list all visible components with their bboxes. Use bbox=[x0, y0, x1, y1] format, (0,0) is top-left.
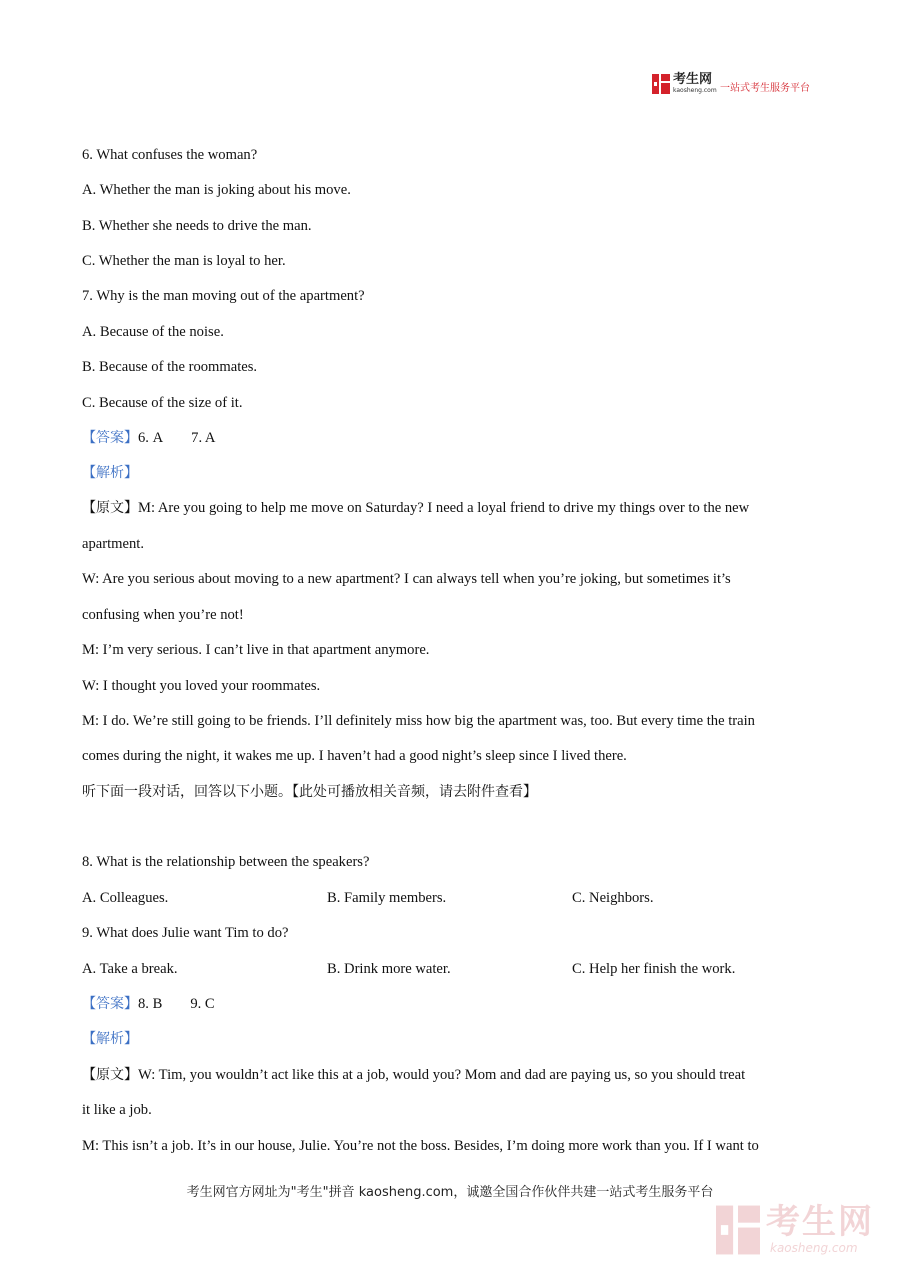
answer-line-1 bbox=[82, 429, 215, 447]
listening-instruction: 听下面一段对话，回答以下小题。【此处可播放相关音频，请去附件查看】 bbox=[82, 784, 537, 800]
transcript-2-line-3: M: This isn’t a job. It’s in our house, Julie. You’re not the boss. Besides, I’m doing more work than you. If I want to bbox=[82, 1138, 759, 1154]
transcript-1-line-4: confusing when you’re not! bbox=[82, 607, 244, 623]
answer-line-2 bbox=[82, 995, 215, 1013]
q8-option-a: A. Colleagues. bbox=[82, 890, 169, 906]
question-8: 8. What is the relationship between the speakers? bbox=[82, 854, 370, 870]
answer-7: 7. A bbox=[191, 430, 216, 446]
q7-option-c: C. Because of the size of it. bbox=[82, 395, 243, 411]
transcript-1-line-7: M: I do. We’re still going to be friends. I’ll definitely miss how big the apartment was, too. But every time the train bbox=[82, 713, 755, 729]
q9-option-c: C. Help her finish the work. bbox=[572, 961, 736, 977]
kaosheng-logo-icon bbox=[652, 74, 670, 94]
logo-tagline: 一站式考生服务平台 bbox=[720, 83, 810, 94]
logo-name: 考生网 bbox=[673, 72, 713, 87]
answer-label: 【答案】 bbox=[82, 430, 138, 446]
question-6: 6. What confuses the woman? bbox=[82, 147, 258, 163]
answer-label: 【答案】 bbox=[82, 996, 138, 1012]
kaosheng-watermark-icon bbox=[716, 1205, 760, 1255]
q7-option-a: A. Because of the noise. bbox=[82, 324, 224, 340]
transcript-1-line-5: M: I’m very serious. I can’t live in that apartment anymore. bbox=[82, 642, 430, 658]
analysis-label-1: 【解析】 bbox=[82, 465, 138, 481]
page-footer: 考生网官方网址为"考生"拼音 kaosheng.com，诚邀全国合作伙伴共建一站式考生服务平台 bbox=[186, 1185, 714, 1200]
question-7: 7. Why is the man moving out of the apartment? bbox=[82, 288, 365, 304]
logo-domain: kaosheng.com bbox=[673, 87, 717, 94]
analysis-label-2: 【解析】 bbox=[82, 1031, 138, 1047]
header-logo bbox=[652, 73, 817, 97]
answer-9: 9. C bbox=[190, 996, 215, 1012]
transcript-1-line-3: W: Are you serious about moving to a new apartment? I can always tell when you’re joking, but sometimes it’s bbox=[82, 571, 731, 587]
q6-option-a: A. Whether the man is joking about his move. bbox=[82, 182, 351, 198]
q9-option-a: A. Take a break. bbox=[82, 961, 178, 977]
transcript-1-line-1 bbox=[82, 499, 749, 517]
transcript-1-text-1: M: Are you going to help me move on Saturday? I need a loyal friend to drive my things over to the new bbox=[138, 500, 750, 516]
transcript-2-line-1 bbox=[82, 1066, 745, 1084]
q7-option-b: B. Because of the roommates. bbox=[82, 359, 258, 375]
answer-8: 8. B bbox=[138, 996, 163, 1012]
transcript-1-line-8: comes during the night, it wakes me up. I haven’t had a good night’s sleep since I lived there. bbox=[82, 748, 627, 764]
answer-6: 6. A bbox=[138, 430, 164, 446]
watermark-domain: kaosheng.com bbox=[770, 1241, 858, 1255]
q8-option-b: B. Family members. bbox=[327, 890, 447, 906]
q6-option-c: C. Whether the man is loyal to her. bbox=[82, 253, 286, 269]
watermark bbox=[716, 1203, 881, 1259]
transcript-1-line-2: apartment. bbox=[82, 536, 144, 552]
transcript-label: 【原文】 bbox=[82, 500, 138, 516]
q6-option-b: B. Whether she needs to drive the man. bbox=[82, 218, 312, 234]
watermark-name: 考生网 bbox=[766, 1202, 874, 1242]
question-9: 9. What does Julie want Tim to do? bbox=[82, 925, 289, 941]
transcript-1-line-6: W: I thought you loved your roommates. bbox=[82, 678, 321, 694]
transcript-2-line-2: it like a job. bbox=[82, 1102, 152, 1118]
transcript-2-text-1: W: Tim, you wouldn’t act like this at a job, would you? Mom and dad are paying us, so you should treat bbox=[138, 1067, 746, 1083]
q9-option-b: B. Drink more water. bbox=[327, 961, 451, 977]
transcript-label: 【原文】 bbox=[82, 1067, 138, 1083]
q8-option-c: C. Neighbors. bbox=[572, 890, 654, 906]
